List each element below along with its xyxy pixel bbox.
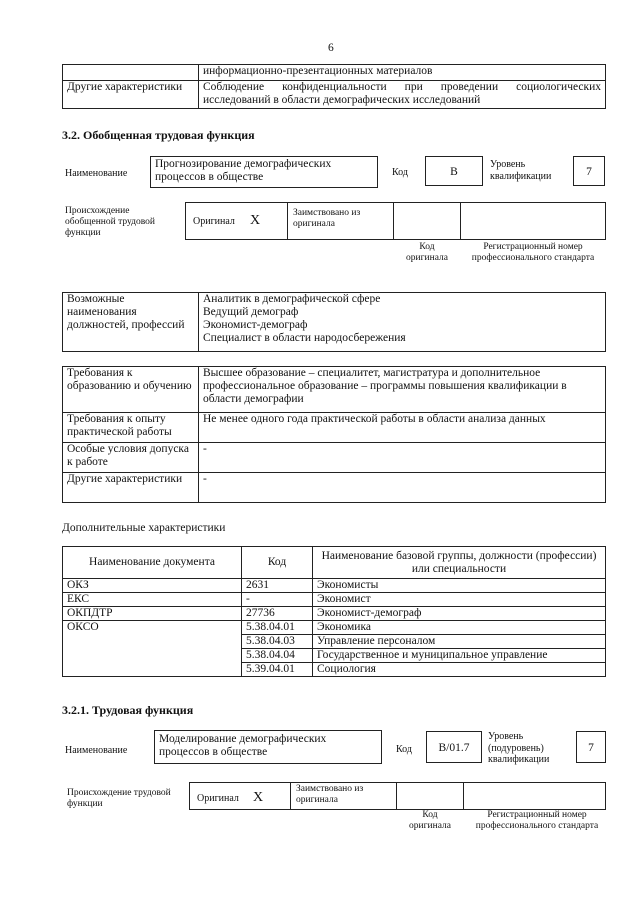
- tf-code-value: B/01.7: [426, 731, 482, 763]
- table-row: [63, 621, 606, 635]
- top-row1-value: информационно-презентационных материалов: [199, 65, 606, 81]
- tf-original-label: Оригинал: [197, 793, 239, 804]
- req-label: Требования к образованию и обучению: [63, 367, 199, 413]
- tf-name-value: Моделирование демографических процессов в обществе: [154, 730, 382, 764]
- additional-header-name: Наименование базовой группы, должности (профессии) или специальности: [313, 547, 606, 579]
- additional-header-doc: Наименование документа: [63, 547, 242, 579]
- row-doc: ЕКС: [63, 593, 242, 607]
- tf-level-label: Уровень (подуровень) квалификации: [488, 731, 550, 765]
- req-label: Особые условия допуска к работе: [63, 443, 199, 473]
- row-name: Экономика: [313, 621, 606, 635]
- page-number: 6: [328, 42, 334, 54]
- section-321-heading: 3.2.1. Трудовая функция: [62, 703, 194, 717]
- row-name: Социология: [313, 663, 606, 677]
- table-row: [63, 579, 606, 593]
- position-item: Специалист в области народосбережения: [203, 332, 406, 344]
- additional-table: [62, 546, 606, 677]
- tf-borrowed-label: Заимствовано из оригинала: [296, 784, 364, 805]
- row-name: Управление персоналом: [313, 635, 606, 649]
- req-value: Не менее одного года практической работы в области анализа данных: [199, 413, 606, 443]
- row-code: -: [242, 593, 313, 607]
- tf-origin-table: [189, 782, 606, 810]
- positions-table: [62, 292, 606, 352]
- gtf-origin-label: Происхождение обобщенной трудовой функции: [65, 206, 155, 238]
- gtf-name-label: Наименование: [65, 168, 128, 179]
- row-code: 5.38.04.01: [242, 621, 313, 635]
- gtf-level-value: 7: [573, 156, 605, 186]
- gtf-code-label: Код: [392, 167, 408, 178]
- tf-level-value: 7: [576, 731, 606, 763]
- top-table: [62, 64, 606, 109]
- req-label: Другие характеристики: [63, 473, 199, 503]
- tf-original-mark: X: [253, 790, 264, 805]
- row-name: Экономист-демограф: [313, 607, 606, 621]
- row-doc: ОКПДТР: [63, 607, 242, 621]
- gtf-original-mark: X: [250, 213, 261, 228]
- gtf-level-label: Уровень квалификации: [490, 159, 552, 182]
- req-label: Требования к опыту практической работы: [63, 413, 199, 443]
- tf-code-original-label: Код оригинала: [409, 810, 451, 831]
- req-value: -: [199, 443, 606, 473]
- gtf-origin-table: [185, 202, 606, 240]
- position-item: Ведущий демограф: [203, 306, 299, 318]
- positions-label: Возможные наименования должностей, профессий: [63, 293, 199, 352]
- row-code: 5.38.04.03: [242, 635, 313, 649]
- row-name: Государственное и муниципальное управление: [313, 649, 606, 663]
- tf-reg-number-label: Регистрационный номер профессионального стандарта: [475, 810, 599, 831]
- row-doc: ОКСО: [63, 621, 242, 677]
- table-row: [63, 593, 606, 607]
- row-name: Экономисты: [313, 579, 606, 593]
- tf-origin-label: Происхождение трудовой функции: [67, 788, 171, 809]
- gtf-original-label: Оригинал: [193, 216, 235, 227]
- row-code: 5.39.04.01: [242, 663, 313, 677]
- additional-header-code: Код: [242, 547, 313, 579]
- gtf-code-value: B: [425, 156, 483, 186]
- row-code: 5.38.04.04: [242, 649, 313, 663]
- table-row: [63, 607, 606, 621]
- gtf-code-original-label: Код оригинала: [406, 242, 448, 263]
- gtf-reg-number-label: Регистрационный номер профессионального стандарта: [471, 242, 595, 263]
- additional-heading: Дополнительные характеристики: [62, 522, 226, 534]
- tf-code-label: Код: [396, 744, 412, 755]
- req-value: Высшее образование – специалитет, магистратура и дополнительное профессиональное образование – программы повышения квалификации в области демографии: [199, 367, 606, 413]
- gtf-borrowed-label: Заимствовано из оригинала: [293, 208, 361, 229]
- top-row2-label: Другие характеристики: [63, 81, 199, 109]
- row-doc: ОКЗ: [63, 579, 242, 593]
- position-item: Аналитик в демографической сфере: [203, 293, 381, 305]
- section-32-heading: 3.2. Обобщенная трудовая функция: [62, 128, 255, 142]
- row-code: 2631: [242, 579, 313, 593]
- req-value: -: [199, 473, 606, 503]
- row-name: Экономист: [313, 593, 606, 607]
- requirements-table: [62, 366, 606, 503]
- top-row2-value: Соблюдение конфиденциальности при проведении социологических исследований в области демографических исследований: [199, 81, 606, 109]
- tf-name-label: Наименование: [65, 745, 128, 756]
- row-code: 27736: [242, 607, 313, 621]
- position-item: Экономист-демограф: [203, 319, 308, 331]
- gtf-name-value: Прогнозирование демографических процессов в обществе: [150, 156, 378, 188]
